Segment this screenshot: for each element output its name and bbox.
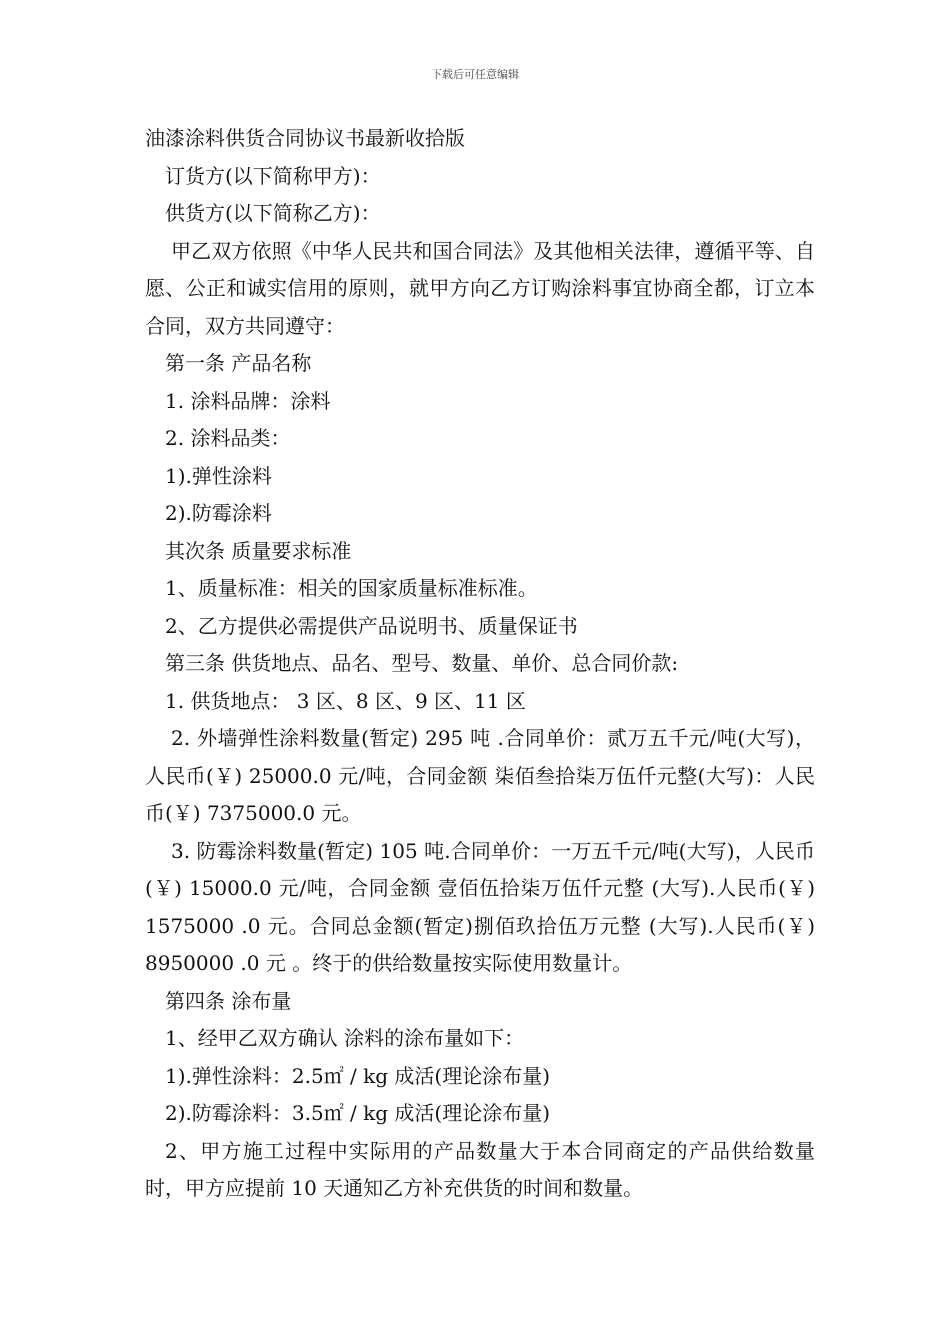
paragraph-supplier: 供货方(以下简称乙方)： <box>165 201 381 225</box>
paragraph-preamble: 甲乙双方依照《中华人民共和国合同法》及其他相关法律，遵循平等、自愿、公正和诚实信用的原则，就甲方向乙方订购涂料事宜协商全都，订立本合同，双方共同遵守： <box>145 238 815 338</box>
page-header-note: 下载后可任意编辑 <box>431 68 519 81</box>
document-body <box>145 120 815 1208</box>
paragraph-buyer: 订货方(以下简称甲方)： <box>165 163 381 188</box>
article-1-heading: 第一条 产品名称 <box>165 351 312 375</box>
article-4-item-2: 2、甲方施工过程中实际用的产品数量大于本合同商定的产品供给数量时，甲方应提前 10 天通知乙方补充供货的时间和数量。 <box>145 1138 815 1200</box>
document-title: 油漆涂料供货合同协议书最新收拾版 <box>145 126 465 150</box>
article-4-subitem-1: 1).弹性涂料：2.5㎡ / kg 成活(理论涂布量) <box>165 1063 551 1088</box>
article-4-item-1: 1、经甲乙双方确认 涂料的涂布量如下： <box>165 1026 525 1050</box>
article-4-heading: 第四条 涂布量 <box>165 988 292 1013</box>
article-1-item-2: 2. 涂料品类： <box>165 426 291 450</box>
article-2-item-1: 1、质量标准：相关的国家质量标准标准。 <box>165 576 538 600</box>
article-3-heading: 第三条 供货地点、品名、型号、数量、单价、总合同价款: <box>165 651 679 675</box>
article-1-item-1: 1. 涂料品牌：涂料 <box>165 388 331 413</box>
article-2-item-2: 2、乙方提供必需提供产品说明书、质量保证书 <box>165 613 578 638</box>
article-3-item-2: 2. 外墙弹性涂料数量(暂定) 295 吨 .合同单价：贰万五千元/吨(大写)，人民币(￥) 25000.0 元/吨，合同金额 柒佰叁拾柒万伍仟元整(大写)：人民币(￥) 7375000.0 元。 <box>145 726 815 825</box>
article-1-subitem-2: 2).防霉涂料 <box>165 501 272 525</box>
article-2-heading: 其次条 质量要求标准 <box>165 538 352 563</box>
article-3-item-1: 1. 供货地点： 3 区、8 区、9 区、11 区 <box>165 688 526 713</box>
article-4-subitem-2: 2).防霉涂料：3.5㎡ / kg 成活(理论涂布量) <box>165 1101 551 1125</box>
article-3-item-3: 3. 防霉涂料数量(暂定) 105 吨.合同单价：一万五千元/吨(大写)，人民币(￥) 15000.0 元/吨，合同金额 壹佰伍拾柒万伍仟元整 (大写).人民币(￥) 1575000 .0 元。合同总金额(暂定)捌佰玖拾伍万元整 (大写).人民币(￥) 8950000 .0 元 。终于的供给数量按实际使用数量计。 <box>145 838 815 975</box>
article-1-subitem-1: 1).弹性涂料 <box>165 463 272 488</box>
